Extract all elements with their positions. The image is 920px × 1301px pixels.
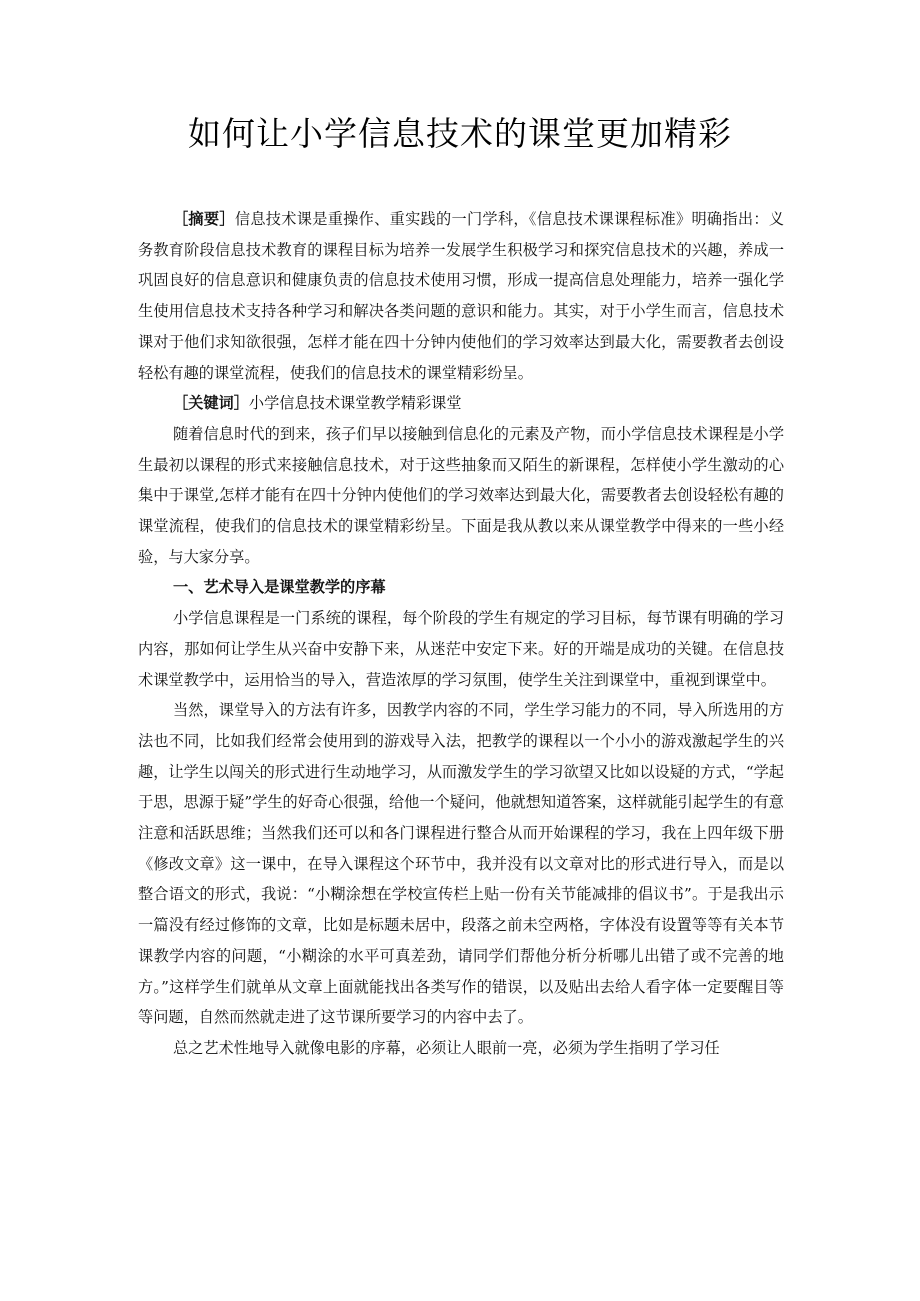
intro-paragraph: 随着信息时代的到来，孩子们早以接触到信息化的元素及产物，而小学信息技术课程是小学生最初以课程的形式来接触信息技术，对于这些抽象而又陌生的新课程，怎样使小学生激动的心集中于课堂,怎样才能有在四十分钟内使他们的学习效率达到最大化，需要教者去创设轻松有趣的课堂流程，使我们的信息技术的课堂精彩纷呈。下面是我从教以来从课堂教学中得来的一些小经验，与大家分享。 — [138, 424, 784, 566]
abstract-text: 信息技术课是重操作、重实践的一门学科，《信息技术课课程标准》明确指出：义务教育阶段信息技术教育的课程目标为培养一发展学生积极学习和探究信息技术的兴趣，养成一巩固良好的信息意识和健康负责的信息技术使用习惯，形成一提高信息处理能力，培养一强化学生使用信息技术支持各种学习和解决各类问题的意识和能力。其实，对于小学生而言，信息技术课对于他们求知欲很强，怎样才能在四十分钟内使他们的学习效率达到最大化，需要教者去创设轻松有趣的课堂流程，使我们的信息技术的课堂精彩纷呈。 — [138, 210, 785, 382]
document-title: 如何让小学信息技术的课堂更加精彩 — [188, 114, 732, 153]
abstract-paragraph — [138, 204, 784, 388]
keywords-paragraph — [138, 388, 784, 419]
keywords-text: 小学信息技术课堂教学精彩课堂 — [248, 394, 462, 413]
section-paragraph: 当然，课堂导入的方法有许多，因教学内容的不同，学生学习能力的不同，导入所选用的方法也不同，比如我们经常会使用到的游戏导入法，把教学的课程以一个小小的游戏激起学生的兴趣，让学生以闯关的形式进行生动地学习，从而激发学生的学习欲望又比如以设疑的方式，“学起于思，思源于疑”学生的好奇心很强，给他一个疑问，他就想知道答案，这样就能引起学生的有意注意和活跃思维；当然我们还可以和各门课程进行整合从而开始课程的学习，我在上四年级下册《修改文章》这一课中，在导入课程这个环节中，我并没有以文章对比的形式进行导入，而是以整合语文的形式，我说：“小糊涂想在学校宣传栏上贴一份有关节能减排的倡议书”。于是我出示一篇没有经过修饰的文章，比如是标题未居中，段落之前未空两格，字体没有设置等等有关本节课教学内容的问题，“小糊涂的水平可真差劲，请同学们帮他分析分析哪儿出错了或不完善的地方。”这样学生们就单从文章上面就能找出各类写作的错误，以及贴出去给人看字体一定要醒目等等问题，自然而然就走进了这节课所要学习的内容中去了。 — [138, 701, 784, 1027]
section-paragraph: 总之艺术性地导入就像电影的序幕，必须让人眼前一亮，必须为学生指明了学习任 — [172, 1038, 720, 1057]
abstract-label: ［摘要］ — [172, 210, 235, 228]
section-paragraph: 小学信息课程是一门系统的课程，每个阶段的学生有规定的学习目标，每节课有明确的学习内容，那如何让学生从兴奋中安静下来，从迷茫中安定下来。好的开端是成功的关键。在信息技术课堂教学中，运用恰当的导入，营造浓厚的学习氛围，使学生关注到课堂中，重视到课堂中。 — [138, 609, 784, 689]
section-heading: 一、艺术导入是课堂教学的序幕 — [172, 578, 386, 597]
document-body — [138, 204, 784, 1064]
keywords-label: ［关键词］ — [172, 394, 249, 413]
